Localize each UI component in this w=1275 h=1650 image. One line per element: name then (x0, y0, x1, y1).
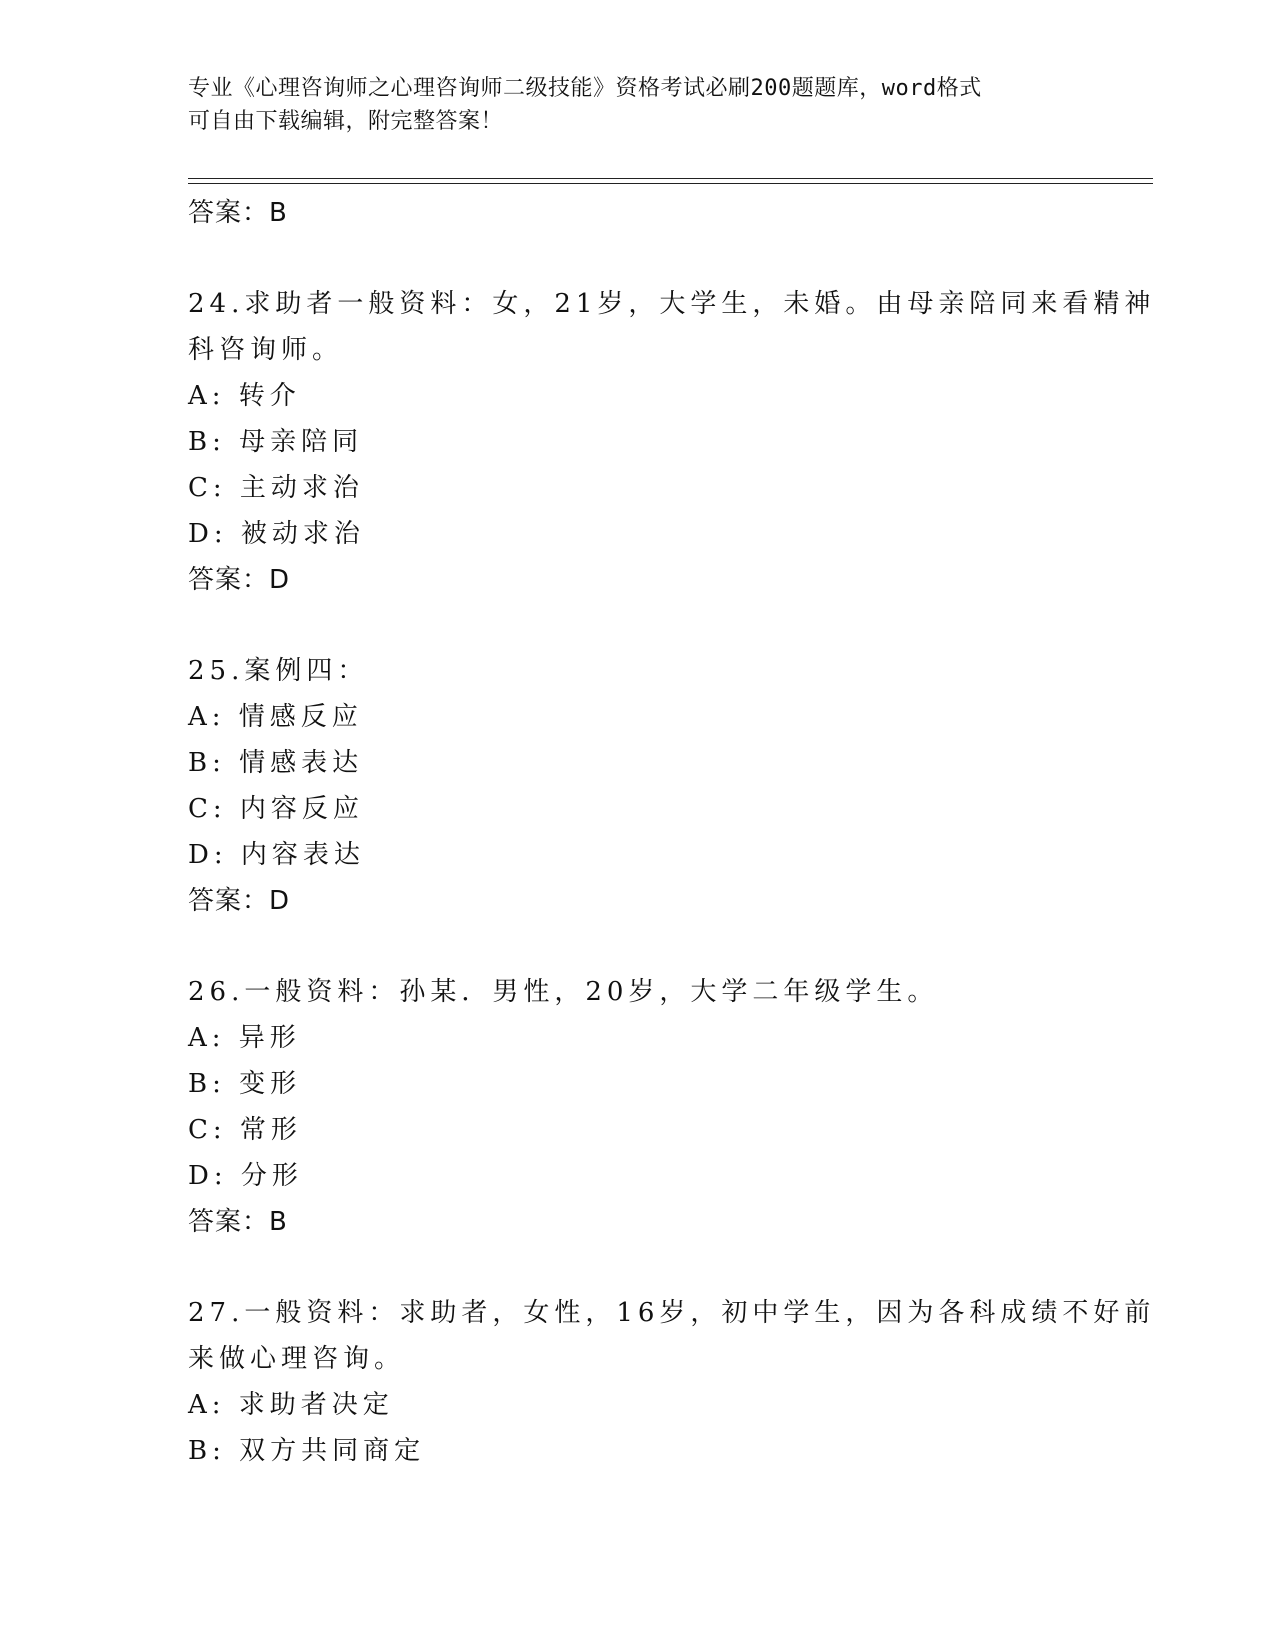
question-block (188, 1290, 1156, 1474)
option-c: C: 内容反应 (188, 794, 364, 824)
spacer (188, 1245, 1088, 1290)
option-a: A: 转介 (188, 381, 301, 411)
option-c: C: 主动求治 (188, 473, 364, 503)
option-b: B: 双方共同商定 (188, 1436, 426, 1466)
document-header (188, 72, 1088, 138)
answer-line: 答案：B (188, 198, 288, 228)
question-stem-line: 25.案例四： (188, 656, 369, 686)
option-d: D: 被动求治 (188, 519, 365, 549)
answer-line: 答案：D (188, 886, 291, 916)
question-stem-line: 27.一般资料：求助者，女性，16岁，初中学生，因为各科成绩不好前 (188, 1298, 1156, 1328)
header-divider-top (188, 178, 1153, 179)
header-divider-bottom (188, 183, 1153, 184)
question-block (188, 969, 1088, 1245)
question-stem-line: 26.一般资料：孙某．男性，20岁，大学二年级学生。 (188, 977, 939, 1007)
option-a: A: 情感反应 (188, 702, 363, 732)
answer-line: 答案：B (188, 1207, 288, 1237)
question-block (188, 281, 1156, 603)
question-stem-line: 来做心理咨询。 (188, 1344, 406, 1374)
answer-line: 答案：D (188, 565, 291, 595)
spacer (188, 236, 1088, 281)
spacer (188, 603, 1088, 648)
option-b: B: 变形 (188, 1069, 302, 1099)
question-stem-line: 24.求助者一般资料：女，21岁，大学生，未婚。由母亲陪同来看精神 (188, 289, 1156, 319)
option-d: D: 内容表达 (188, 840, 365, 870)
question-block (188, 648, 1088, 924)
spacer (188, 924, 1088, 969)
option-c: C: 常形 (188, 1115, 302, 1145)
header-line-2: 可自由下载编辑，附完整答案！ (188, 109, 504, 134)
option-d: D: 分形 (188, 1161, 303, 1191)
question-stem-line: 科咨询师。 (188, 335, 344, 365)
question-content (188, 190, 1156, 1474)
option-a: A: 求助者决定 (188, 1390, 394, 1420)
option-b: B: 情感表达 (188, 748, 364, 778)
header-line-1: 专业《心理咨询师之心理咨询师二级技能》资格考试必刷200题题库，word格式 (188, 76, 982, 101)
option-b: B: 母亲陪同 (188, 427, 364, 457)
option-a: A: 异形 (188, 1023, 301, 1053)
